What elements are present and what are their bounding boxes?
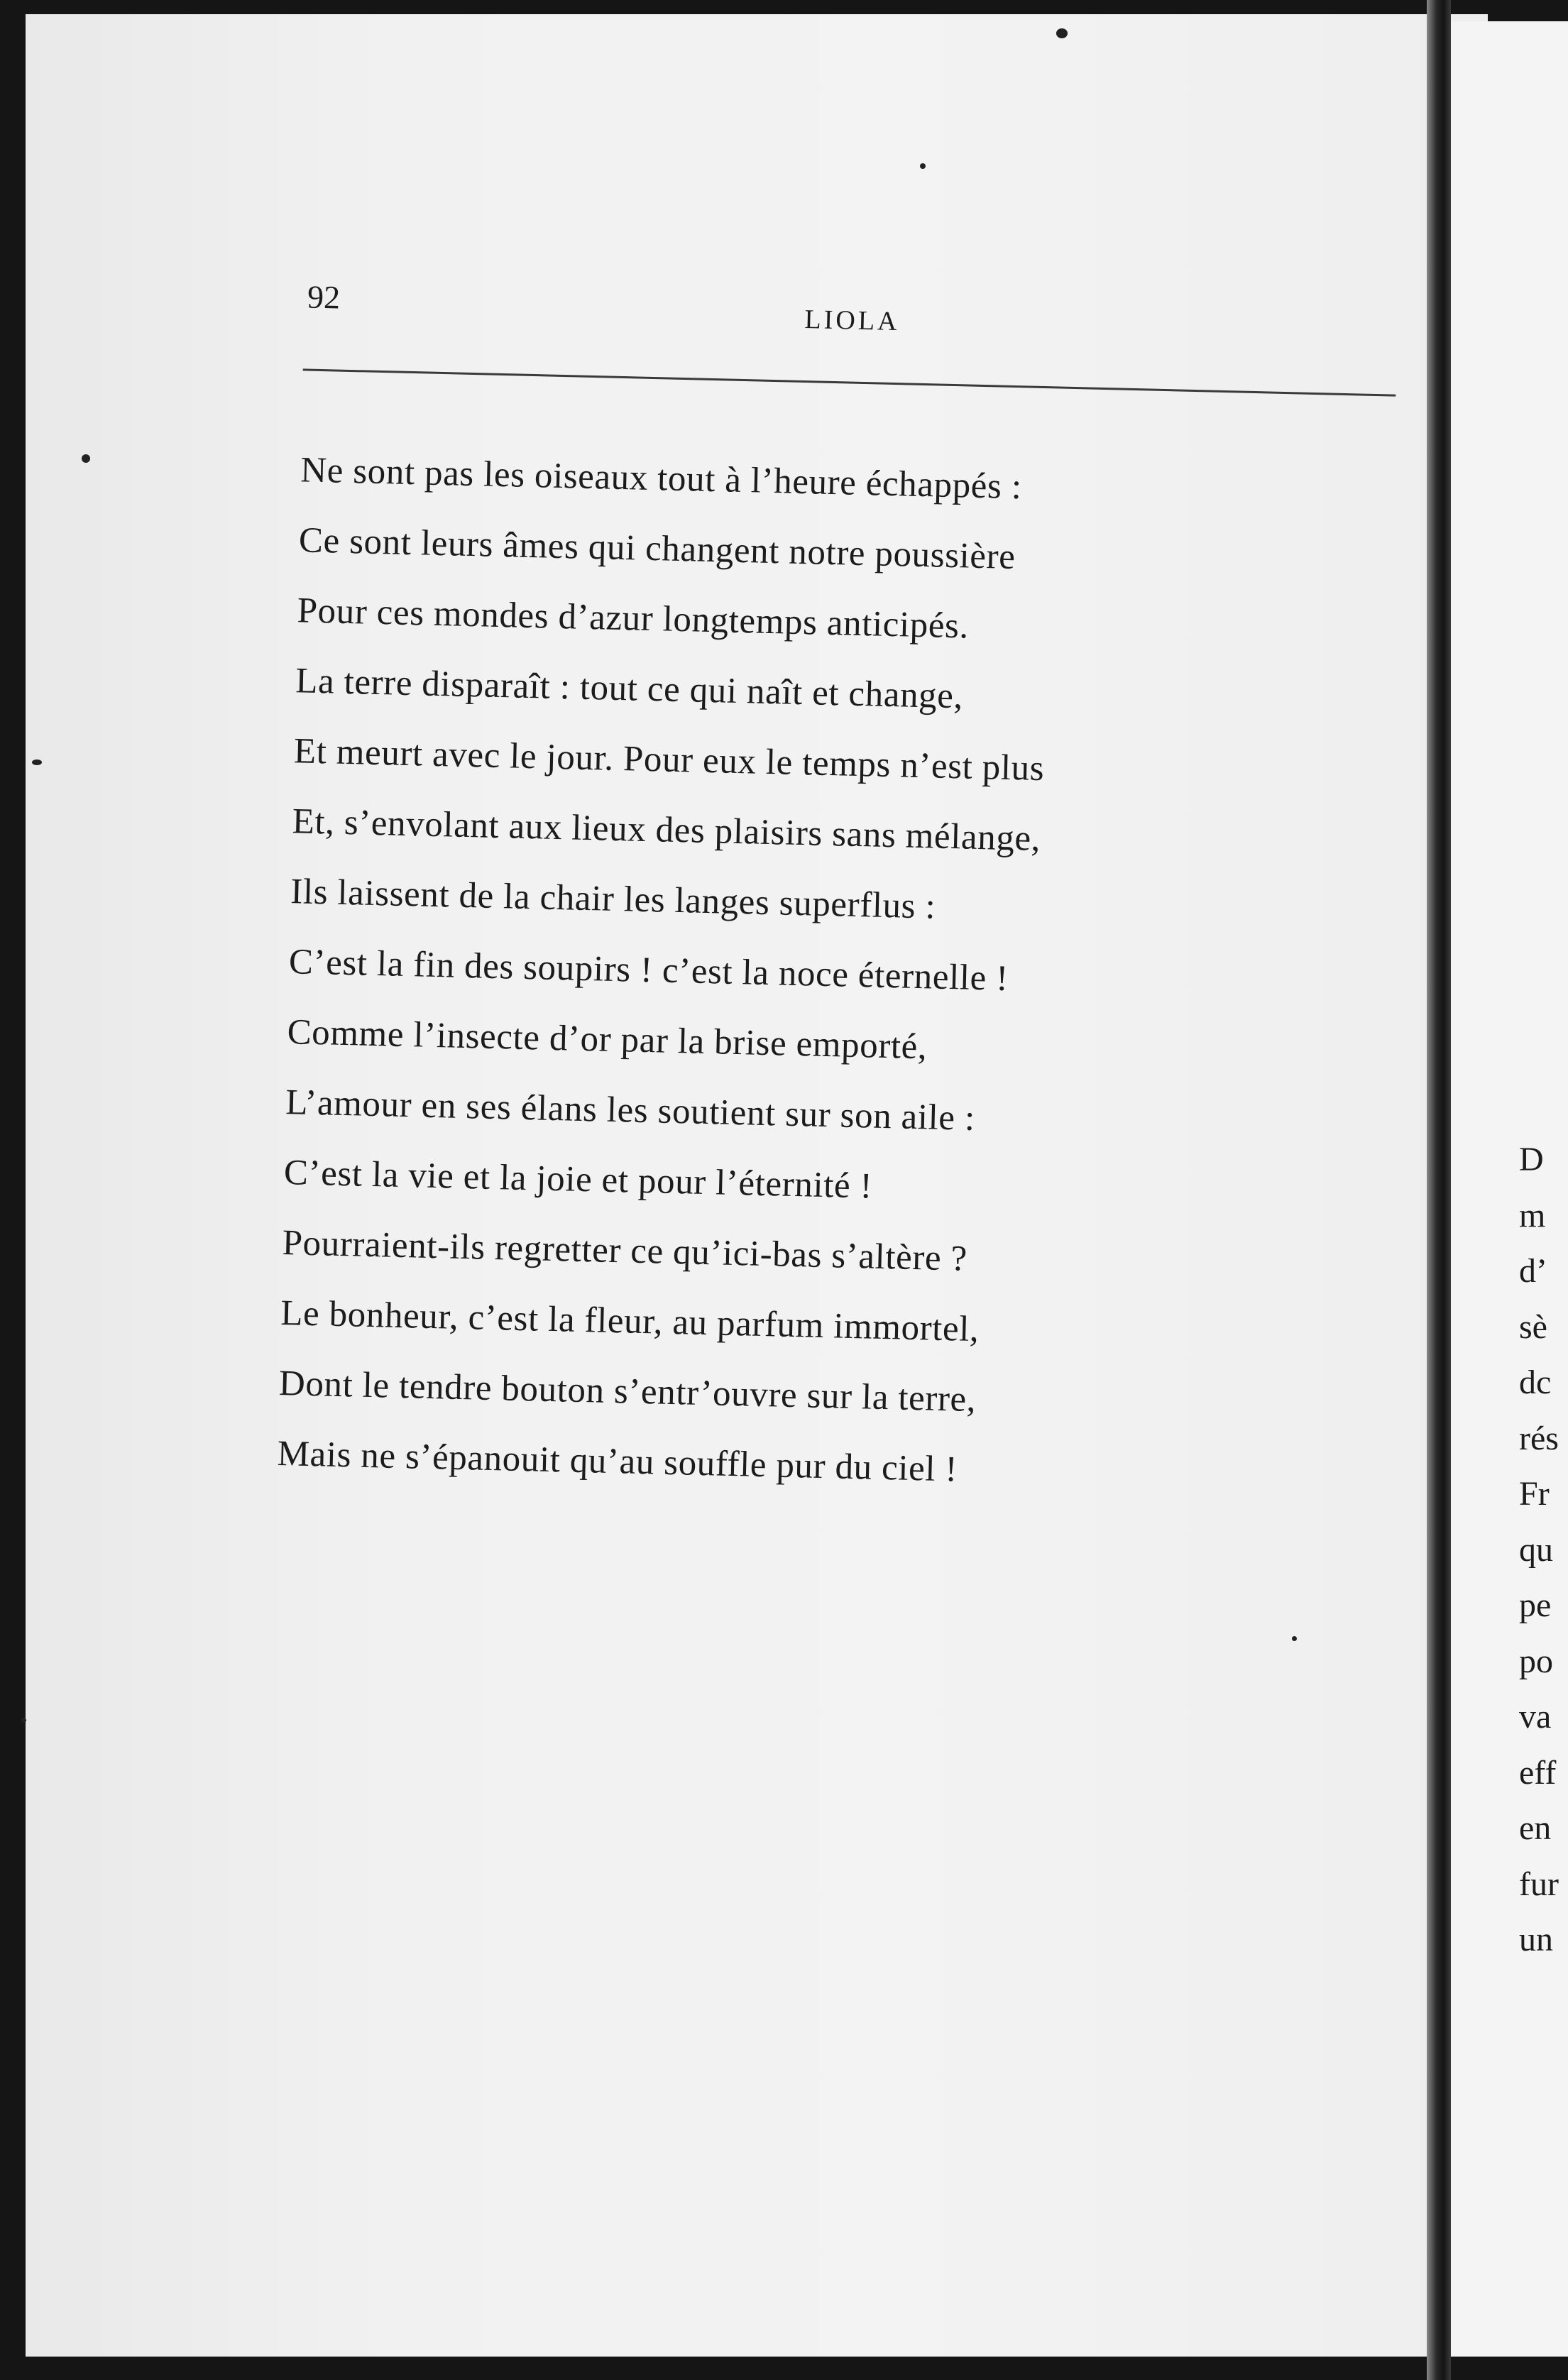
poem-line: Ils laissent de la chair les langes superflus : <box>290 872 936 927</box>
poem-line: L’amour en ses élans les soutient sur son aile : <box>285 1082 976 1139</box>
poem-line: Et, s’envolant aux lieux des plaisirs sans mélange, <box>292 801 1041 860</box>
facing-page-fragment: fur <box>1519 1865 1559 1903</box>
poem-line: La terre disparaît : tout ce qui naît et change, <box>295 661 964 717</box>
scan-speck <box>21 1718 26 1723</box>
facing-page-fragment: en <box>1519 1809 1552 1847</box>
poem-stanza <box>277 435 1052 1507</box>
poem-line: Pour ces mondes d’azur longtemps anticipés. <box>297 591 970 647</box>
scan-speck <box>920 163 926 169</box>
poem-line: C’est la fin des soupirs ! c’est la noce éternelle ! <box>288 942 1009 999</box>
facing-page-fragment: pe <box>1519 1586 1552 1624</box>
poem-line: Pourraient-ils regretter ce qu’ici-bas s’altère ? <box>282 1223 968 1279</box>
poem-line: Et meurt avec le jour. Pour eux le temps n’est plus <box>293 731 1045 789</box>
poem-line: Ce sont leurs âmes qui changent notre poussière <box>298 520 1016 578</box>
facing-page-fragment: sè <box>1519 1307 1547 1346</box>
poem-line: Mais ne s’épanouit qu’au souffle pur du ciel ! <box>277 1433 958 1490</box>
facing-page-fragment: va <box>1519 1698 1552 1735</box>
poem-line: Le bonheur, c’est la fleur, au parfum immortel, <box>280 1293 980 1350</box>
facing-page-fragment: d’ <box>1519 1252 1547 1290</box>
facing-page-fragment: Fr <box>1519 1475 1550 1513</box>
scan-speck <box>1056 28 1068 38</box>
facing-page-fragment: un <box>1519 1921 1553 1958</box>
scan-speck <box>1292 1636 1297 1641</box>
facing-page-fragment: qu <box>1519 1530 1553 1569</box>
scan-speck <box>32 759 42 765</box>
book-gutter <box>1427 0 1451 2380</box>
running-title: LIOLA <box>804 305 900 337</box>
facing-page-fragment: po <box>1519 1642 1553 1680</box>
facing-page-fragment: eff <box>1519 1753 1557 1792</box>
facing-page-fragment: m <box>1519 1196 1546 1234</box>
poem-line: Comme l’insecte d’or par la brise emporté, <box>287 1012 928 1068</box>
poem-line: Ne sont pas les oiseaux tout à l’heure échappés : <box>300 450 1023 508</box>
scan-speck <box>82 454 90 463</box>
facing-page-fragment: dc <box>1519 1364 1552 1401</box>
facing-page-fragment: D <box>1519 1141 1544 1178</box>
poem-line: C’est la vie et la joie et pour l’éternité ! <box>283 1153 873 1207</box>
facing-page-fragment: rés <box>1519 1419 1559 1457</box>
facing-page-text <box>1519 1132 1568 1968</box>
poem-line: Dont le tendre bouton s’entr’ouvre sur la terre, <box>278 1363 977 1420</box>
page-number: 92 <box>307 278 341 316</box>
